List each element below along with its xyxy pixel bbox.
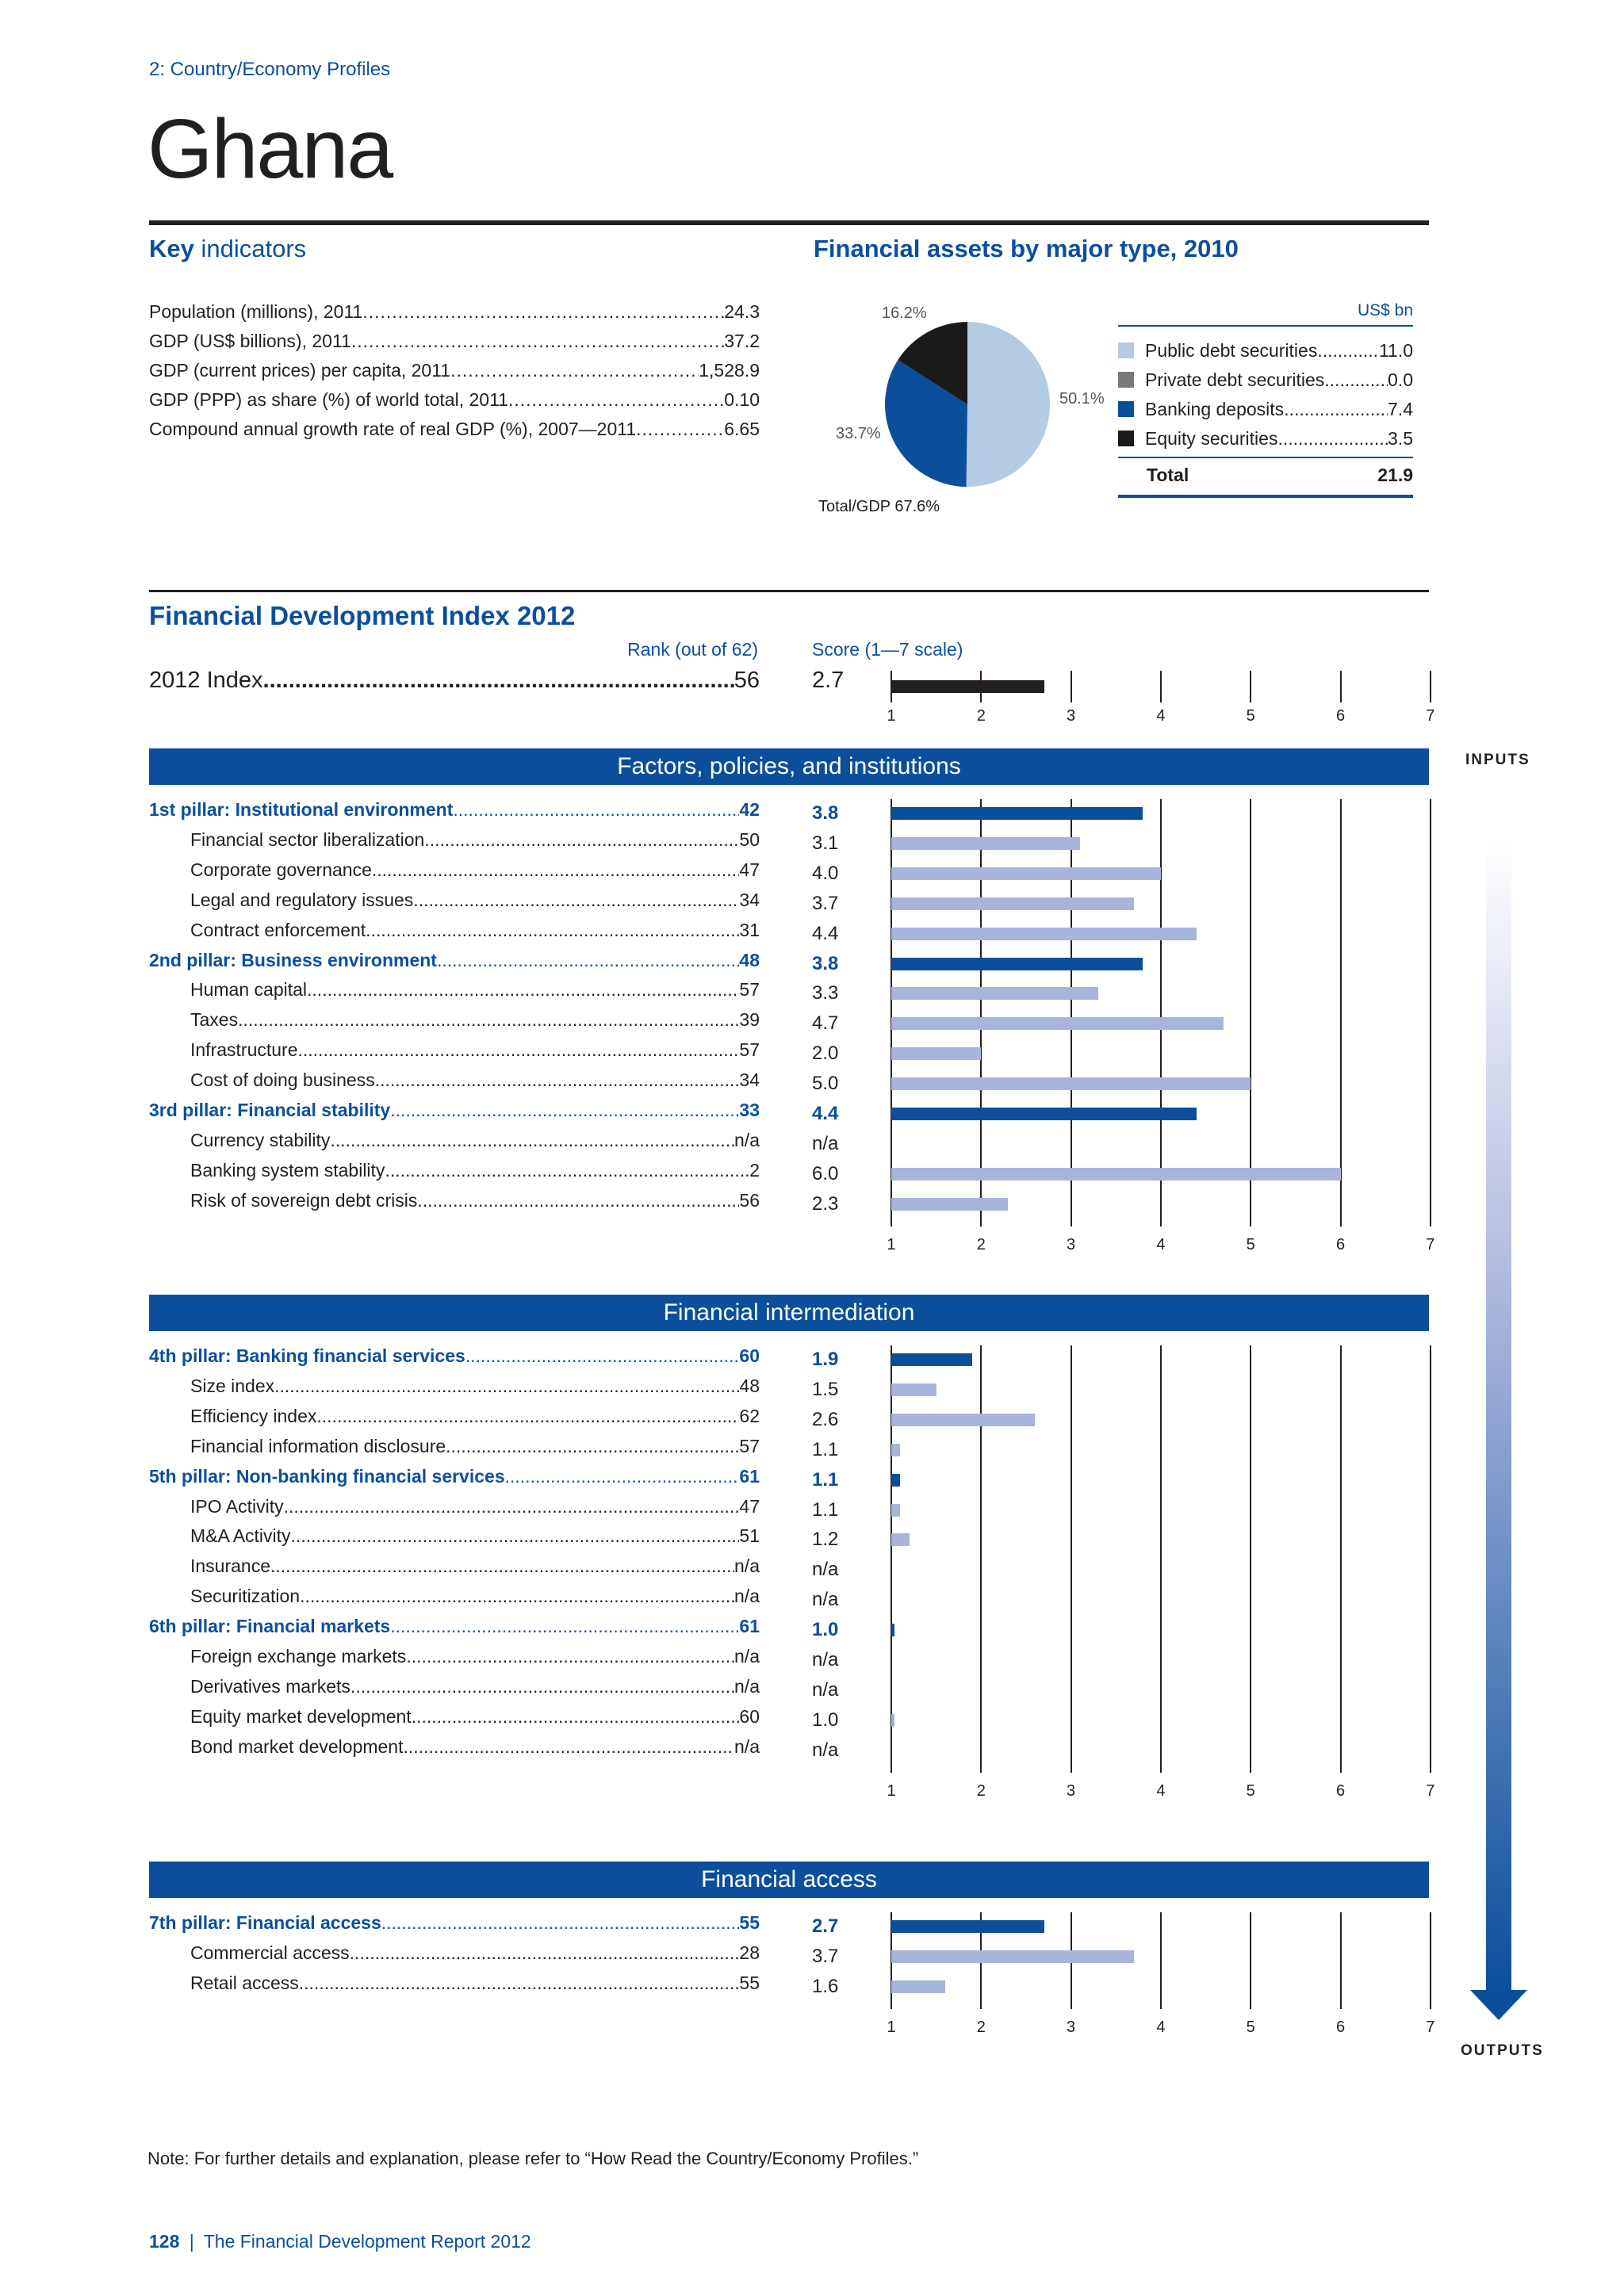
row-rank: n/a [734,1735,760,1757]
key-indicator-label: GDP (US$ billions), 2011 [149,331,351,351]
key-indicator-row [149,331,760,359]
row-label: 2nd pillar: Business environment [149,949,437,970]
row-rank: 31 [739,919,760,940]
page-title: Ghana [147,102,393,196]
indicator-row [190,1436,760,1464]
axis-tick-label: 7 [1426,1235,1435,1253]
row-score: n/a [812,1649,839,1670]
row-label: Derivatives markets [190,1675,350,1697]
key-indicator-row [149,360,760,388]
indicator-bar [891,1444,900,1456]
row-label: Human capital [190,979,308,1001]
row-rank: 56 [739,1189,760,1211]
row-score: n/a [812,1739,839,1761]
key-indicator-label: Compound annual growth rate of real GDP (%), 2007—2011 [149,419,637,439]
section-band: Factors, policies, and institutions [149,748,1429,785]
indicator-row [190,1736,760,1765]
row-rank: 51 [739,1525,760,1547]
footer-note: Note: For further details and explanation, please refer to “How Read the Country/Economy Profiles.” [147,2149,919,2168]
row-rank: 55 [739,1912,760,1933]
assets-total-value: 21.9 [1377,465,1413,485]
index-score: 2.7 [812,668,845,693]
row-label: Cost of doing business [190,1070,375,1091]
row-rank: 48 [739,949,760,970]
row-score: 4.0 [812,862,839,884]
indicator-row [190,1009,760,1038]
gridline [1250,671,1251,702]
row-score: n/a [812,1559,839,1581]
axis-tick-label: 2 [976,1781,986,1800]
row-rank: 33 [739,1100,760,1120]
row-score: 1.1 [812,1498,839,1521]
row-label: Risk of sovereign debt crisis [190,1189,418,1211]
gridline [891,799,892,1226]
assets-unit: US$ bn [1357,301,1413,320]
axis-tick-label: 4 [1156,707,1166,725]
pillar-bar [891,1624,894,1636]
row-score: 3.1 [812,832,839,854]
key-indicator-label: Population (millions), 2011 [149,301,363,322]
indicator-bar [891,1533,910,1546]
legend-value: 11.0 [1378,339,1413,361]
row-label: Commercial access [190,1942,350,1963]
financial-assets-heading: Financial assets by major type, 2010 [814,235,1239,262]
row-label: Legal and regulatory issues [190,889,414,910]
row-rank: 34 [739,889,760,910]
legend-item [1118,424,1413,453]
axis-tick-label: 2 [976,2018,986,2036]
indicator-bar [891,928,1197,940]
row-rank: 50 [739,828,760,850]
axis-tick-label: 3 [1067,1235,1076,1253]
gridline [1430,799,1431,1226]
row-score: n/a [812,1589,839,1611]
outputs-label: OUTPUTS [1461,2042,1544,2059]
indicator-bar [891,1077,1251,1090]
rank-header: Rank (out of 62) [627,639,758,660]
axis-tick-label: 4 [1156,1235,1166,1253]
top-rule [149,220,1429,225]
score-header: Score (1—7 scale) [812,639,963,660]
row-rank: n/a [734,1646,760,1667]
row-rank: 34 [739,1070,760,1091]
legend-value: 0.0 [1388,369,1413,390]
legend-swatch [1118,430,1134,446]
row-label: Currency stability [190,1129,331,1150]
row-label: M&A Activity [190,1525,291,1547]
gridline [1340,1912,1342,2009]
axis-tick-label: 1 [887,2018,896,2036]
row-score: 4.4 [812,922,839,944]
row-label: 6th pillar: Financial markets [149,1616,391,1637]
key-indicator-value: 37.2 [724,331,760,351]
indicator-bar [891,837,1080,850]
row-rank: 2 [749,1159,760,1181]
row-score: 2.6 [812,1408,839,1430]
indicator-bar [891,1168,1341,1181]
total-gdp-label: Total/GDP 67.6% [818,498,940,515]
gridline [1430,1345,1431,1773]
pillar-bar [891,807,1143,820]
axis-tick-label: 5 [1246,707,1255,725]
axis-tick-label: 2 [976,1235,986,1253]
axis-tick-label: 7 [1426,707,1435,725]
legend-value: 7.4 [1388,398,1413,419]
legend-value: 3.5 [1388,427,1413,449]
row-label: 3rd pillar: Financial stability [149,1100,391,1120]
pillar-bar [891,1920,1044,1933]
row-label: IPO Activity [190,1495,284,1517]
page-footer: 128 | The Financial Development Report 2012 [149,2231,531,2252]
axis-tick-label: 1 [887,707,896,725]
gridline [1160,799,1162,1226]
gridline [1071,671,1072,702]
indicator-row [190,1706,760,1735]
indicator-row [190,1376,760,1404]
row-score: 1.0 [812,1619,839,1641]
axis-tick-label: 6 [1335,1235,1346,1253]
row-rank: 57 [739,1435,760,1456]
indicator-bar [891,1950,1134,1963]
legend-item [1118,365,1413,394]
indicator-bar [891,1383,936,1396]
gridline [1430,1912,1431,2009]
row-rank: 47 [739,1495,760,1517]
row-label: 1st pillar: Institutional environment [149,799,454,820]
indicator-bar [891,1414,1035,1426]
indicator-bar [891,1047,981,1060]
assets-total-label: Total [1147,465,1189,485]
row-score: 6.0 [812,1162,839,1184]
row-score: 4.7 [812,1012,839,1035]
legend-bottom-rule [1118,495,1413,498]
axis-tick-label: 4 [1156,1781,1166,1800]
axis-tick-label: 1 [887,1235,896,1253]
pillar-row [149,1345,760,1374]
row-label: Securitization [190,1586,301,1607]
row-score: 3.8 [812,952,839,974]
row-score: 1.5 [812,1378,839,1400]
indicator-bar [891,987,1098,1000]
row-rank: n/a [734,1675,760,1697]
row-score: 3.7 [812,892,839,914]
row-label: Size index [190,1375,275,1396]
axis-tick-label: 7 [1426,1781,1435,1800]
gridline [1160,1345,1162,1773]
row-rank: 61 [739,1465,760,1487]
pillar-row [149,799,760,828]
row-rank: 48 [739,1375,760,1396]
financial-assets-pie [872,309,1063,499]
axis-tick-label: 6 [1335,2018,1346,2036]
indicator-row [190,1070,760,1098]
row-rank: n/a [734,1129,760,1150]
gridline [1160,1912,1162,2009]
key-indicators-heading: Key indicators [149,235,307,262]
indicator-bar [891,1017,1224,1030]
key-indicator-value: 24.3 [724,301,760,322]
indicator-bar [891,1504,900,1517]
row-score: 1.9 [812,1349,839,1370]
row-label: Banking system stability [190,1159,385,1181]
row-label: Corporate governance [190,859,372,880]
key-indicator-row [149,419,760,447]
indicator-row [190,1160,760,1188]
row-rank: 61 [739,1616,760,1637]
row-label: Foreign exchange markets [190,1646,407,1667]
pie-label-public: 50.1% [1059,390,1105,408]
key-indicator-label: GDP (current prices) per capita, 2011 [149,360,451,381]
row-rank: 47 [739,859,760,880]
indicator-row [190,1406,760,1434]
fdi-rule [149,590,1429,592]
row-score: n/a [812,1132,839,1154]
row-label: Insurance [190,1556,271,1577]
legend-label: Public debt securities [1145,339,1318,361]
row-score: 1.6 [812,1975,839,1997]
row-score: 1.0 [812,1709,839,1731]
row-rank: n/a [734,1556,760,1577]
pillar-row [149,950,760,978]
indicator-bar [891,1198,1008,1211]
pillar-bar [891,1108,1197,1120]
axis-tick-label: 4 [1156,2018,1166,2036]
indicator-row [190,1525,760,1554]
section-label: 2: Country/Economy Profiles [149,59,391,80]
pie-label-equity: 16.2% [882,304,927,322]
axis-tick-label: 6 [1335,1781,1346,1800]
page-number: 128 [149,2231,180,2252]
row-score: 1.1 [812,1438,839,1460]
gridline [891,1345,892,1773]
row-score: 2.7 [812,1915,839,1937]
row-label: 4th pillar: Banking financial services [149,1345,465,1366]
row-rank: 42 [739,799,760,820]
row-score: n/a [812,1678,839,1701]
indicator-bar [891,1980,945,1993]
pillar-bar [891,1474,900,1487]
indicator-row [190,979,760,1008]
row-label: Infrastructure [190,1039,298,1061]
indicator-bar [891,897,1134,910]
gridline [1340,1345,1342,1773]
indicator-row [190,920,760,948]
section-band: Financial intermediation [149,1295,1429,1331]
key-indicator-label: GDP (PPP) as share (%) of world total, 2011 [149,389,508,410]
row-label: Financial information disclosure [190,1435,446,1456]
fdi-heading: Financial Development Index 2012 [149,601,576,630]
report-name: The Financial Development Report 2012 [203,2231,531,2252]
gridline [980,1345,982,1773]
row-label: Taxes [190,1009,239,1031]
legend-swatch [1118,401,1134,417]
legend-item [1118,395,1413,423]
gridline [1430,671,1431,702]
axis-tick-label: 3 [1067,2018,1076,2036]
gridline [1340,799,1342,1226]
row-rank: 60 [739,1705,760,1727]
pillar-row [149,1466,760,1494]
row-label: Efficiency index [190,1405,317,1426]
row-label: Financial sector liberalization [190,828,425,850]
row-label: Bond market development [190,1735,404,1757]
row-score: 2.0 [812,1043,839,1065]
row-score: 1.2 [812,1529,839,1551]
axis-tick-label: 5 [1246,1781,1255,1800]
index-row: 2012 Index ..... 56 [149,668,760,696]
gridline [1071,799,1072,1226]
row-rank: n/a [734,1586,760,1607]
row-label: Equity market development [190,1705,412,1727]
indicator-row [190,1556,760,1584]
gridline [1250,1912,1251,2009]
pillar-row [149,1912,760,1941]
row-label: Retail access [190,1972,299,1993]
legend-label: Private debt securities [1145,369,1325,390]
row-rank: 28 [739,1942,760,1963]
axis-tick-label: 5 [1246,2018,1255,2036]
indicator-row [190,1039,760,1068]
indicator-row [190,1942,760,1971]
legend-item [1118,336,1413,365]
row-rank: 57 [739,1039,760,1061]
row-rank: 62 [739,1405,760,1426]
gridline [1250,799,1251,1226]
row-label: 5th pillar: Non-banking financial services [149,1465,505,1487]
indicator-row [190,1586,760,1614]
row-score: 1.1 [812,1468,839,1490]
indicator-row [190,1646,760,1674]
key-indicator-row [149,389,760,418]
row-score: 5.0 [812,1073,839,1095]
row-rank: 55 [739,1972,760,1993]
key-indicator-row [149,301,760,330]
gridline [1071,1345,1072,1773]
row-score: 3.7 [812,1945,839,1967]
legend-top-rule [1118,325,1413,327]
axis-tick-label: 3 [1067,1781,1076,1800]
index-bar [891,680,1044,693]
indicator-row [190,1190,760,1219]
indicator-row [190,1676,760,1705]
gridline [1160,671,1162,702]
row-score: 2.3 [812,1192,839,1215]
inputs-label: INPUTS [1465,752,1530,768]
legend-mid-rule [1118,457,1413,458]
axis-tick-label: 5 [1246,1235,1255,1253]
section-band: Financial access [149,1862,1429,1898]
pillar-row [149,1616,760,1644]
inputs-outputs-arrow [1467,840,1530,2022]
pillar-bar [891,958,1143,970]
row-rank: 57 [739,979,760,1001]
indicator-row [190,1130,760,1158]
row-score: 3.8 [812,802,839,824]
indicator-row [190,859,760,888]
indicator-bar [891,867,1161,880]
axis-tick-label: 1 [887,1781,896,1800]
indicator-row [190,1496,760,1525]
pie-label-banking: 33.7% [836,425,881,442]
legend-label: Banking deposits [1145,398,1285,419]
gridline [1340,671,1342,702]
indicator-row [190,1973,760,2001]
pillar-bar [891,1353,972,1366]
indicator-row [190,890,760,918]
gridline [980,799,982,1226]
row-score: 3.3 [812,982,839,1004]
indicator-row [190,829,760,858]
legend-swatch [1118,342,1134,358]
row-rank: 39 [739,1009,760,1031]
gridline [1250,1345,1251,1773]
key-indicator-value: 6.65 [724,419,760,439]
pillar-row [149,1100,760,1128]
axis-tick-label: 2 [976,707,986,725]
key-indicator-value: 0.10 [724,389,760,410]
legend-swatch [1118,372,1134,388]
key-indicator-value: 1,528.9 [699,360,760,381]
axis-tick-label: 3 [1067,707,1076,725]
row-label: 7th pillar: Financial access [149,1912,381,1933]
row-rank: 60 [739,1345,760,1366]
indicator-bar [891,1714,894,1727]
axis-tick-label: 6 [1335,707,1346,725]
legend-label: Equity securities [1145,427,1278,449]
row-score: 4.4 [812,1103,839,1124]
row-label: Contract enforcement [190,919,366,940]
axis-tick-label: 7 [1426,2018,1435,2036]
pie-slice [967,322,1050,487]
